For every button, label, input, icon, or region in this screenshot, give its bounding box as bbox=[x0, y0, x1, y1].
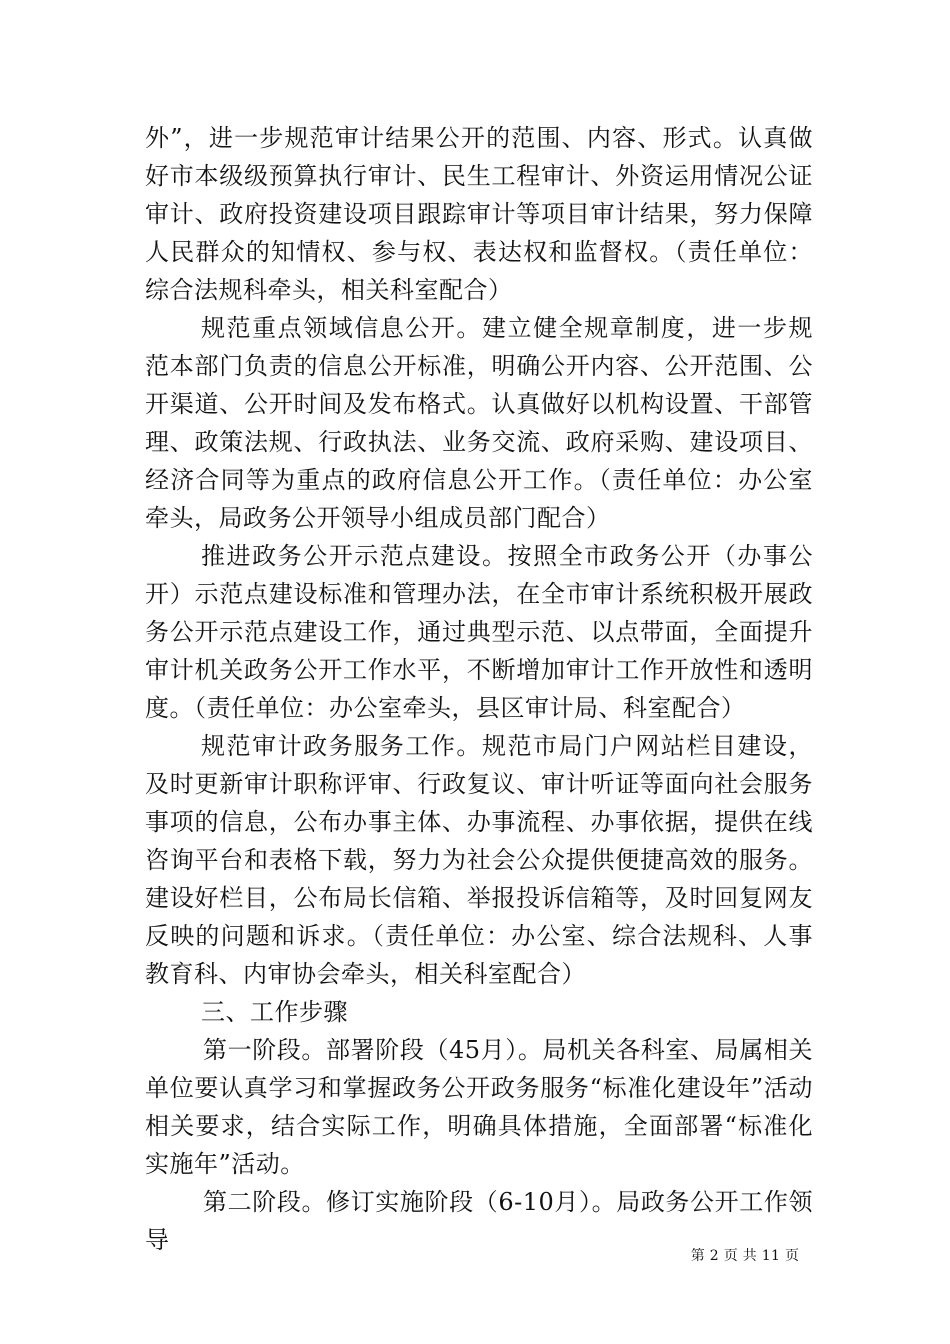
step-paragraph-2: 第二阶段。修订实施阶段（6-10月）。局政务公开工作领导 bbox=[145, 1188, 813, 1254]
paragraph-audit-results: 外”，进一步规范审计结果公开的范围、内容、形式。认真做好市本级级预算执行审计、民生工程审计、外资运用情况公证审计、政府投资建设项目跟踪审计等项目审计结果，努力保障人民群众的知情权、参与权、表达权和监督权。（责任单位：综合法规科牵头，相关科室配合） bbox=[145, 124, 813, 304]
page-number-footer: 第 2 页 共 11 页 bbox=[690, 1248, 800, 1264]
document-body bbox=[145, 119, 813, 1259]
section-heading: 三、工作步骤 bbox=[201, 998, 348, 1026]
paragraph-key-areas-disclosure: 规范重点领域信息公开。建立健全规章制度，进一步规范本部门负责的信息公开标准，明确公开内容、公开范围、公开渠道、公开时间及发布格式。认真做好以机构设置、干部管理、政策法规、行政执法、业务交流、政府采购、建设项目、经济合同等为重点的政府信息公开工作。（责任单位：办公室牵头，局政务公开领导小组成员部门配合） bbox=[145, 314, 813, 532]
paragraph-government-services: 规范审计政务服务工作。规范市局门户网站栏目建设，及时更新审计职称评审、行政复议、审计听证等面向社会服务事项的信息，公布办事主体、办事流程、办事依据，提供在线咨询平台和表格下载，努力为社会公众提供便捷高效的服务。建设好栏目，公布局长信箱、举报投诉信箱等，及时回复网友反映的问题和诉求。（责任单位：办公室、综合法规科、人事教育科、内审协会牵头，相关科室配合） bbox=[145, 732, 813, 988]
paragraph-demonstration-sites: 推进政务公开示范点建设。按照全市政务公开（办事公开）示范点建设标准和管理办法，在全市审计系统积极开展政务公开示范点建设工作，通过典型示范、以点带面，全面提升审计机关政务公开工作水平，不断增加审计工作开放性和透明度。（责任单位：办公室牵头，县区审计局、科室配合） bbox=[145, 542, 813, 722]
step-paragraph-1: 第一阶段。部署阶段（45月）。局机关各科室、局属相关单位要认真学习和掌握政务公开政务服务“标准化建设年”活动相关要求，结合实际工作，明确具体措施，全面部署“标准化实施年”活动。 bbox=[145, 1036, 813, 1178]
